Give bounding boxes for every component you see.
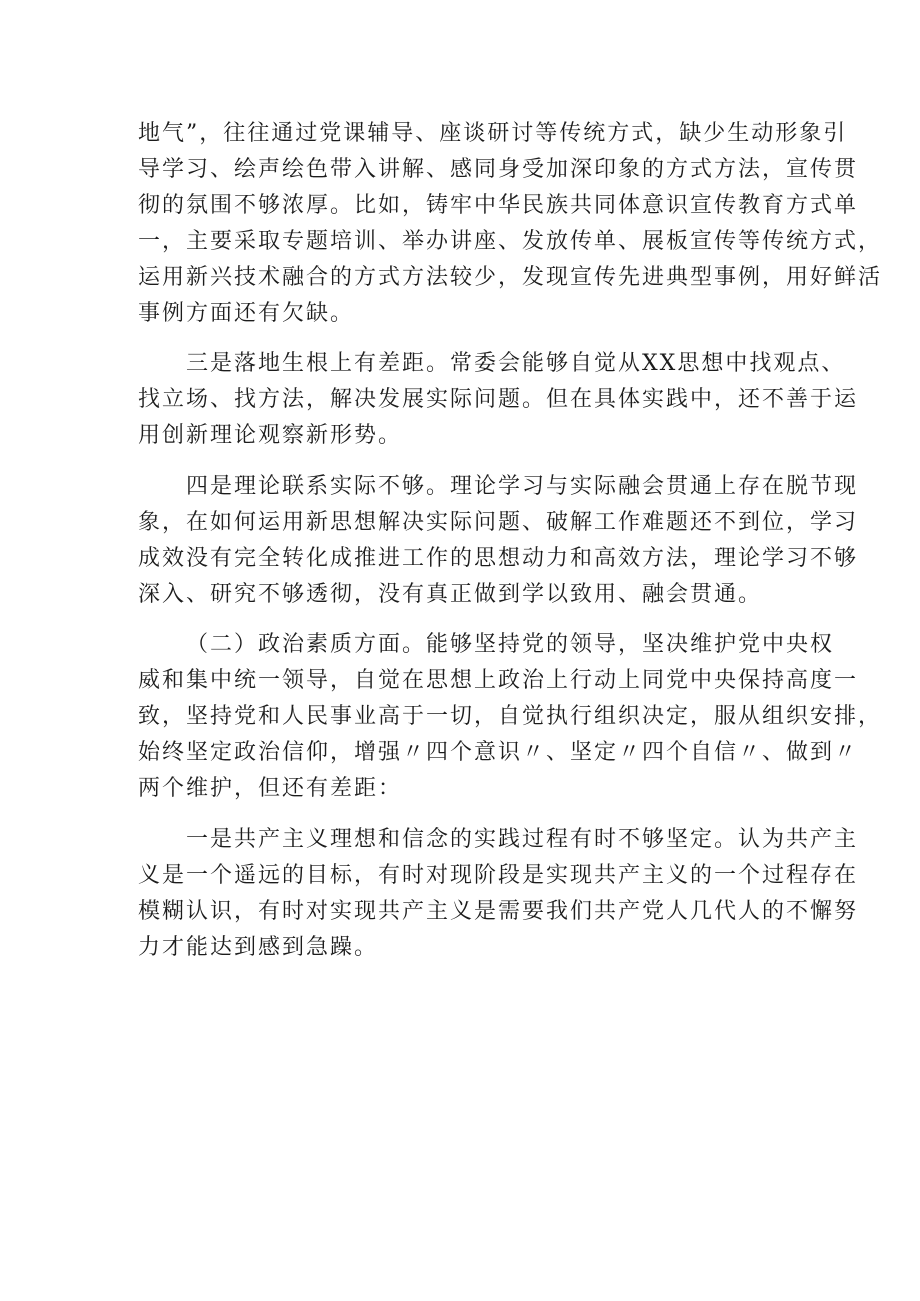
paragraph-line: 深入、研究不够透彻，没有真正做到学以致用、融会贯通。 — [138, 581, 763, 607]
paragraph-line: 力才能达到感到急躁。 — [138, 934, 379, 960]
paragraph-line: 象，在如何运用新思想解决实际问题、破解工作难题还不到位，学习 — [138, 509, 859, 535]
paragraph-para-1-continuation — [138, 116, 883, 332]
paragraph-line: 运用新兴技术融合的方式方法较少，发现宣传先进典型事例，用好鲜活 — [138, 265, 883, 290]
paragraph-para-3-point-four — [138, 469, 859, 613]
paragraph-line: 彻的氛围不够浓厚。比如，铸牢中华民族共同体意识宣传教育方式单 — [138, 193, 859, 218]
paragraph-line: 威和集中统一领导，自觉在思想上政治上行动上同党中央保持高度一 — [138, 668, 859, 694]
paragraph-para-5-point-one — [138, 822, 859, 966]
paragraph-line: 一是共产主义理想和信念的实践过程有时不够坚定。认为共产主 — [186, 826, 859, 852]
paragraph-line: 两个维护，但还有差距： — [138, 776, 403, 802]
paragraph-para-4-section-two — [138, 627, 883, 807]
paragraph-line: 四是理论联系实际不够。理论学习与实际融会贯通上存在脱节现 — [186, 473, 859, 499]
paragraph-line: 致，坚持党和人民事业高于一切，自觉执行组织决定，服从组织安排， — [138, 704, 883, 730]
paragraph-line: 找立场、找方法，解决发展实际问题。但在具体实践中，还不善于运 — [138, 387, 859, 413]
paragraph-line: 三是落地生根上有差距。常委会能够自觉从XX思想中找观点、 — [186, 351, 846, 377]
paragraph-line: 地气”，往往通过党课辅导、座谈研讨等传统方式，缺少生动形象引 — [138, 121, 848, 146]
document-body — [138, 116, 883, 966]
paragraph-line: 成效没有完全转化成推进工作的思想动力和高效方法，理论学习不够 — [138, 545, 859, 571]
paragraph-para-2-point-three — [138, 346, 859, 454]
paragraph-line: 事例方面还有欠缺。 — [138, 301, 355, 326]
paragraph-line: （二）政治素质方面。能够坚持党的领导，坚决维护党中央权 — [186, 632, 835, 658]
paragraph-line: 用创新理论观察新形势。 — [138, 423, 403, 449]
paragraph-line: 导学习、绘声绘色带入讲解、感同身受加深印象的方式方法，宣传贯 — [138, 157, 859, 182]
paragraph-line: 一，主要采取专题培训、举办讲座、发放传单、展板宣传等传统方式， — [138, 229, 883, 254]
paragraph-line: 义是一个遥远的目标，有时对现阶段是实现共产主义的一个过程存在 — [138, 862, 859, 888]
paragraph-line: 模糊认识，有时对实现共产主义是需要我们共产党人几代人的不懈努 — [138, 898, 859, 924]
paragraph-line: 始终坚定政治信仰，增强〃四个意识〃、坚定〃四个自信〃、做到〃 — [138, 740, 859, 766]
